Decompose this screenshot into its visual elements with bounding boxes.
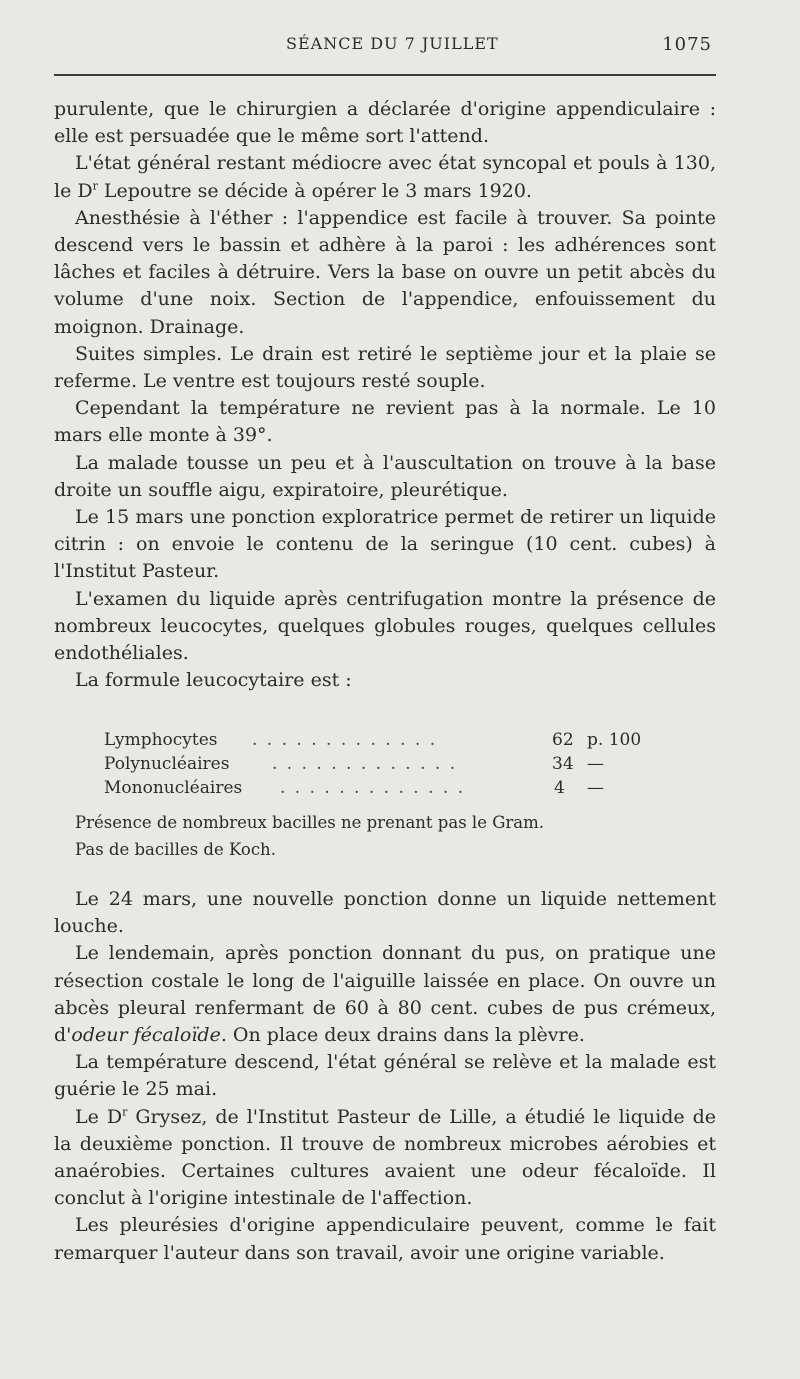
cell-value: 34	[552, 754, 574, 774]
cell-name: Lymphocytes	[104, 730, 218, 750]
paragraph	[54, 1104, 716, 1213]
paragraph-text: Le D	[75, 1105, 123, 1128]
formula-row	[104, 728, 664, 752]
superscript: r	[122, 1105, 128, 1119]
paragraph-text: Anesthésie à l'éther : l'appendice est facile à trouver. Sa pointe descend vers le bassin et adhère à la paroi : les adhérences sont lâches et faciles à détruire. Vers la base on ouvre un petit abcès du volume d'une noix. Section de l'appendice, enfouissement du moignon. Drainage.	[54, 206, 716, 338]
paragraph-text: La formule leucocytaire est :	[75, 669, 352, 692]
italic-phrase: odeur fécaloïde	[71, 1024, 221, 1047]
paragraph-text: Grysez, de l'Institut Pasteur de Lille, a étudié le liquide de la deuxième ponction. Il trouve de nombreux microbes aérobies et anaérobies. Certaines cultures avaient une odeur fécaloïde. Il conclut à l'origine intestinale de l'affection.	[54, 1105, 716, 1210]
paragraph	[54, 395, 716, 449]
formula-row	[104, 752, 664, 776]
paragraph-text: purulente, que le chirurgien a déclarée d'origine appendiculaire : elle est persuadée que le même sort l'attend.	[54, 98, 716, 148]
paragraph	[54, 667, 716, 694]
main-text-block	[54, 96, 716, 694]
leader-dots: . . . . . . . . . . . . .	[252, 730, 438, 750]
paragraph	[54, 150, 716, 204]
paragraph	[54, 940, 716, 1049]
paragraph-text: L'état général restant médiocre avec état syncopal et pouls à 130, le D	[54, 152, 716, 202]
cell-name: Mononucléaires	[104, 778, 243, 798]
page-number: 1075	[662, 34, 712, 55]
paragraph	[54, 504, 716, 586]
paragraph	[54, 586, 716, 668]
leader-dots: . . . . . . . . . . . . .	[280, 778, 466, 798]
paragraph-text: Suites simples. Le drain est retiré le septième jour et la plaie se referme. Le ventre est toujours resté souple.	[54, 342, 716, 393]
paragraph	[54, 205, 716, 341]
paragraph	[54, 96, 716, 150]
paragraph-text: Les pleurésies d'origine appendiculaire peuvent, comme le fait remarquer l'auteur dans son travail, avoir une origine variable.	[54, 1214, 716, 1264]
paragraph-text: Le lendemain, après ponction donnant du pus, on pratique une résection costale le long de l'aiguille laissée en place. On ouvre un abcès pleural renfermant de 60 à 80 cent. cubes de pus crémeux, d'	[54, 942, 716, 1047]
paragraph-text: La température descend, l'état général se relève et la malade est guérie le 25 mai.	[54, 1051, 716, 1101]
paragraph	[54, 341, 716, 395]
cell-name: Polynucléaires	[104, 754, 230, 774]
paragraph-text: Le 24 mars, une nouvelle ponction donne un liquide nettement louche.	[54, 888, 716, 938]
cell-value: 62	[552, 730, 574, 750]
note-line: Présence de nombreux bacilles ne prenant pas le Gram.	[75, 813, 544, 832]
note-line: Pas de bacilles de Koch.	[75, 840, 276, 859]
paragraph	[54, 1212, 716, 1266]
paragraph-text: Lepoutre se décide à opérer le 3 mars 1920.	[97, 179, 532, 202]
running-header	[54, 34, 716, 64]
paragraph-text: L'examen du liquide après centrifugation montre la présence de nombreux leucocytes, quelques globules rouges, quelques cellules endothéliales.	[54, 587, 716, 665]
superscript: r	[92, 179, 98, 193]
paragraph-text: Le 15 mars une ponction exploratrice permet de retirer un liquide citrin : on envoie le contenu de la seringue (10 cent. cubes) à l'Institut Pasteur.	[54, 506, 716, 583]
formula-row	[104, 776, 664, 800]
paragraph	[54, 450, 716, 504]
cell-value: 4	[554, 778, 565, 798]
running-title: SÉANCE DU 7 JUILLET	[286, 34, 499, 53]
cell-unit: p. 100	[587, 730, 642, 750]
paragraph-text: La malade tousse un peu et à l'auscultation on trouve à la base droite un souffle aigu, expiratoire, pleurétique.	[54, 451, 716, 501]
paragraph-text: Cependant la température ne revient pas à la normale. Le 10 mars elle monte à 39°.	[54, 397, 716, 447]
paragraph	[54, 886, 716, 940]
paragraph	[54, 1049, 716, 1103]
leader-dots: . . . . . . . . . . . . .	[272, 754, 458, 774]
cell-unit: —	[587, 778, 604, 798]
notes-block	[54, 809, 716, 863]
main-text-block-2	[54, 886, 716, 1267]
leucocyte-formula-table	[104, 728, 664, 800]
cell-unit: —	[587, 754, 604, 774]
header-rule	[54, 74, 716, 76]
paragraph-text: . On place deux drains dans la plèvre.	[220, 1024, 585, 1047]
